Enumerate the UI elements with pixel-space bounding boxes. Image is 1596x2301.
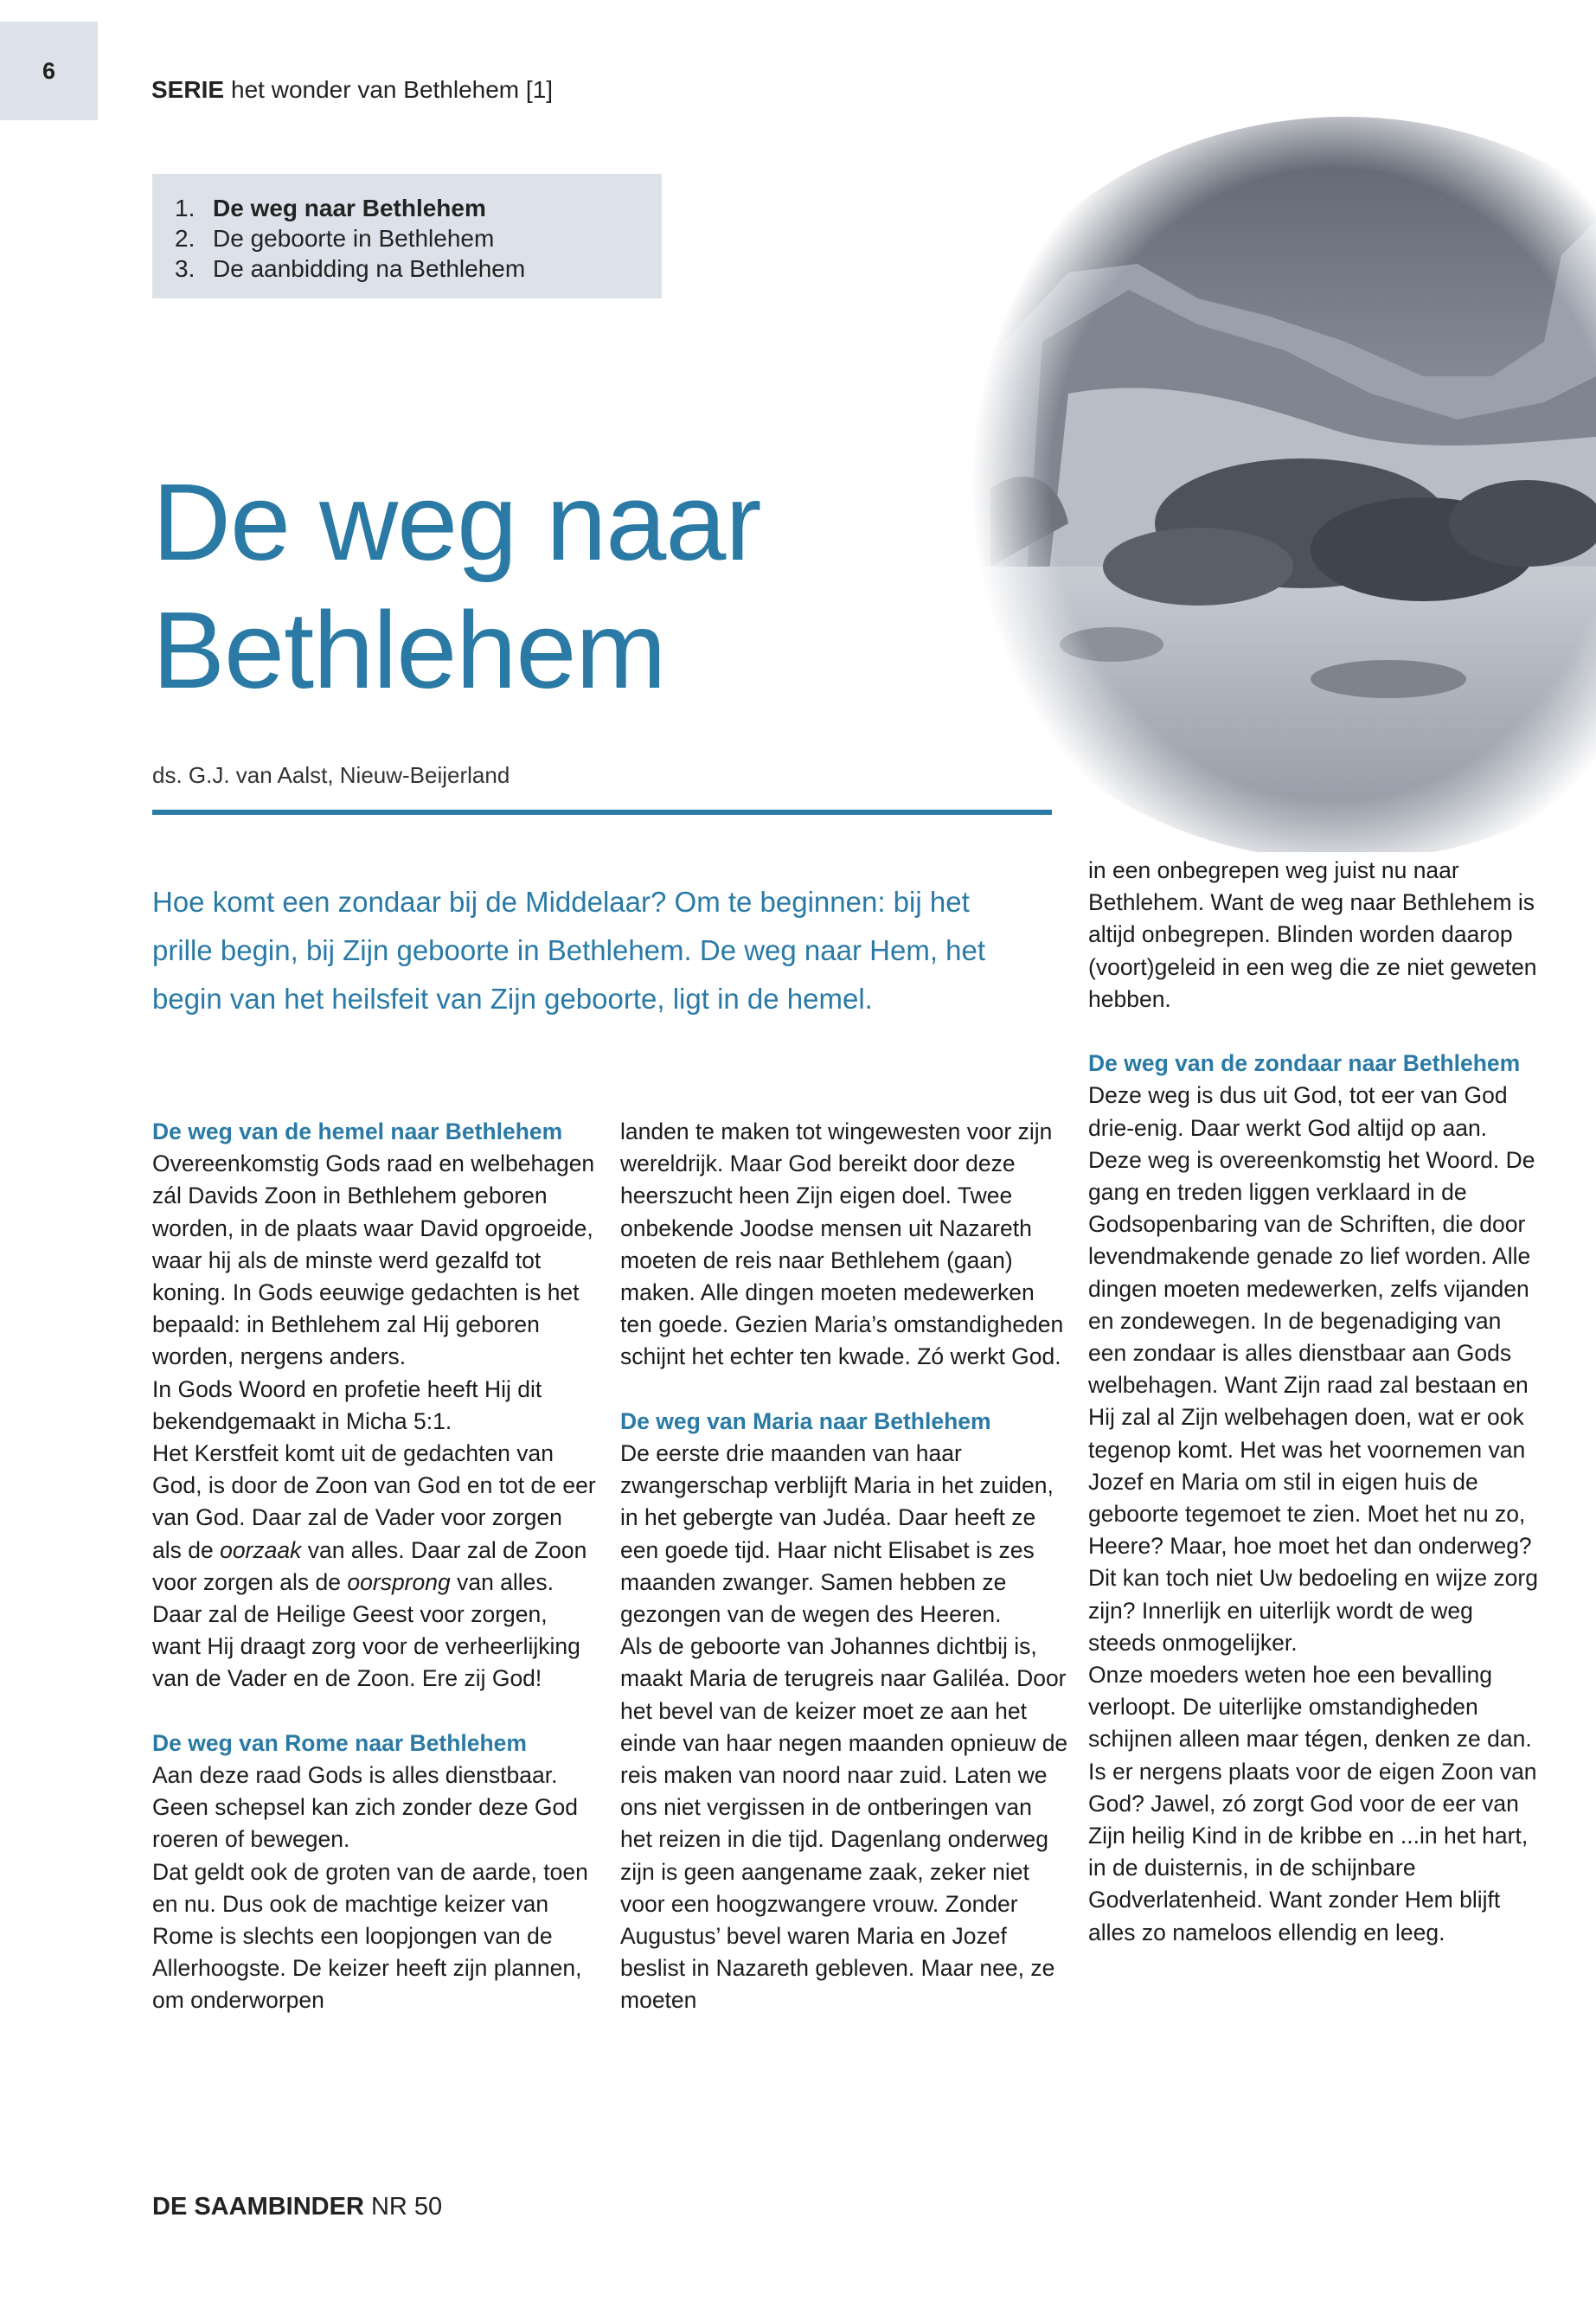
paragraph: in een onbegrepen weg juist nu naar Bethlehem. Want de weg naar Bethlehem is altijd onbegrepen. Blinden worden daarop (voort)geleid in een weg die ze niet geweten hebben. [1088, 857, 1537, 1012]
serie-title: het wonder van Bethlehem [1] [231, 76, 554, 103]
paragraph [152, 1438, 598, 1695]
toc-item-number: 2. [175, 225, 195, 252]
section-heading: De weg van Rome naar Bethlehem [152, 1729, 527, 1756]
spacer [620, 1374, 1070, 1406]
issue-number: NR 50 [370, 2193, 443, 2221]
title-divider [152, 810, 1052, 815]
text-run: van alles. Daar zal de Heilige Geest voor zorgen, want Hij draagt zorg voor de verheerlijking van de Vader en de Zoon. Ere zij God! [152, 1568, 580, 1692]
section-heading: De weg van Maria naar Bethlehem [620, 1407, 991, 1434]
text-run: van alles. Daar zal de Zoon voor zorgen als de [152, 1536, 587, 1595]
paragraph: Onze moeders weten hoe een bevalling verloopt. De uiterlijke omstandigheden schijnen alleen maar tégen, denken ze dan. Is er nergens plaats voor de eigen Zoon van God? Jawel, zó zorgt God voor de eer van Zijn heilig Kind in de kribbe en ...in het hart, in de duisternis, in de schijnbare Godverlatenheid. Want zonder Hem blijft alles zo nameloos ellendig en leeg. [1088, 1662, 1537, 1945]
toc-item [175, 253, 662, 284]
emphasis: oorzaak [220, 1536, 302, 1563]
text-column-1 [152, 1116, 598, 2017]
toc-item-number: 1. [175, 195, 195, 221]
paragraph: De eerste drie maanden van haar zwangerschap verblijft Maria in het zuiden, in het gebergte van Judéa. Daar heeft ze een goede tijd. Haar nicht Elisabet is zes maanden zwanger. Samen hebben ze gezongen van de wegen des Heeren. [620, 1440, 1054, 1628]
serie-label: SERIE [151, 76, 225, 103]
article-title [152, 458, 983, 715]
paragraph: Aan deze raad Gods is alles dienstbaar. Geen schepsel kan zich zonder deze God roeren of bewegen. [152, 1762, 579, 1853]
paragraph: Overeenkomstig Gods raad en welbehagen zál Davids Zoon in Bethlehem geboren worden, in de plaats waar David opgroeide, waar hij als de minste werd gezalfd tot koning. In Gods eeuwige gedachten is het bepaald: in Bethlehem zal Hij geboren worden, nergens anders. [152, 1150, 595, 1370]
toc-item-text: De aanbidding na Bethlehem [213, 255, 526, 282]
toc-item-number: 3. [175, 255, 195, 282]
paragraph: landen te maken tot wingewesten voor zijn wereldrijk. Maar God bereikt door deze heerszucht heen Zijn eigen doel. Twee onbekende Joodse mensen uit Nazareth moeten de reis naar Bethlehem (gaan) maken. Alle dingen moeten medewerken ten goede. Gezien Maria’s omstandigheden schijnt het echter ten kwade. Zó werkt God. [620, 1118, 1064, 1370]
text-column-2 [620, 1116, 1070, 2017]
toc-item [175, 223, 662, 253]
spacer [1088, 1016, 1538, 1048]
section-heading: De weg van de hemel naar Bethlehem [152, 1118, 563, 1144]
series-toc [152, 174, 662, 298]
text-column-3 [1088, 855, 1538, 1949]
text-run: Het Kerstfeit komt uit de gedachten van God, is door de Zoon van God en tot de eer van God. Daar zal de Vader voor zorgen als de [152, 1440, 596, 1563]
byline: ds. G.J. van Aalst, Nieuw-Beijerland [152, 762, 510, 788]
article-title-line: De weg naar [152, 461, 761, 583]
paragraph: In Gods Woord en profetie heeft Hij dit bekendgemaakt in Micha 5:1. [152, 1375, 542, 1434]
paragraph: Deze weg is dus uit God, tot eer van God drie-enig. Daar werkt God altijd op aan. Deze weg is overeenkomstig het Woord. De gang en treden liggen verklaard in de Godsopenbaring van de Schriften, die door levendmakende genade zo lief worden. Alle dingen moeten medewerken, zelfs vijanden en zondewegen. In de begenadiging van een zondaar is alles dienstbaar aan Gods welbehagen. Want Zijn raad zal bestaan en Hij zal al Zijn welbehagen doen, wat er ook tegenop komt. Het was het voornemen van Jozef en Maria om stil in eigen huis de geboorte tegemoet te zien. Moet het nu zo, Heere? Maar, hoe moet het dan onderweg? Dit kan toch niet Uw bedoeling en wijze zorg zijn? Innerlijk en uiterlijk wordt de weg steeds onmogelijker. [1088, 1082, 1538, 1656]
landscape-photo [939, 117, 1596, 852]
spacer [152, 1695, 598, 1727]
paragraph: Als de geboorte van Johannes dichtbij is, maakt Maria de terugreis naar Galiléa. Door het bevel van de keizer moet ze aan het einde van haar negen maanden opnieuw de reis maken van noord naar zuid. Laten we ons niet vergissen in de ontberingen van het reizen in die tijd. Dagenlang onderweg zijn is geen aangename zaak, zeker niet voor een hoogzwangere vrouw. Zonder Augustus’ bevel waren Maria en Jozef beslist in Nazareth gebleven. Maar nee, ze moeten [620, 1633, 1068, 2014]
magazine-name: DE SAAMBINDER [152, 2193, 364, 2221]
page-number: 6 [0, 22, 98, 120]
section-heading: De weg van de zondaar naar Bethlehem [1088, 1050, 1521, 1077]
toc-item-text: De weg naar Bethlehem [213, 195, 486, 221]
footer [152, 2193, 442, 2221]
emphasis: oorsprong [347, 1568, 451, 1595]
toc-item [175, 193, 662, 223]
series-header [151, 76, 553, 104]
paragraph: Dat geldt ook de groten van de aarde, toen en nu. Dus ook de machtige keizer van Rome is slechts een loopjongen van de Allerhoogste. De keizer heeft zijn plannen, om onderworpen [152, 1858, 588, 2014]
article-title-line: Bethlehem [152, 589, 666, 711]
lead-paragraph: Hoe komt een zondaar bij de Middelaar? Om te beginnen: bij het prille begin, bij Zijn geboorte in Bethlehem. De weg naar Hem, het begin van het heilsfeit van Zijn geboorte, ligt in de hemel. [152, 886, 986, 1015]
toc-item-text: De geboorte in Bethlehem [213, 225, 495, 252]
